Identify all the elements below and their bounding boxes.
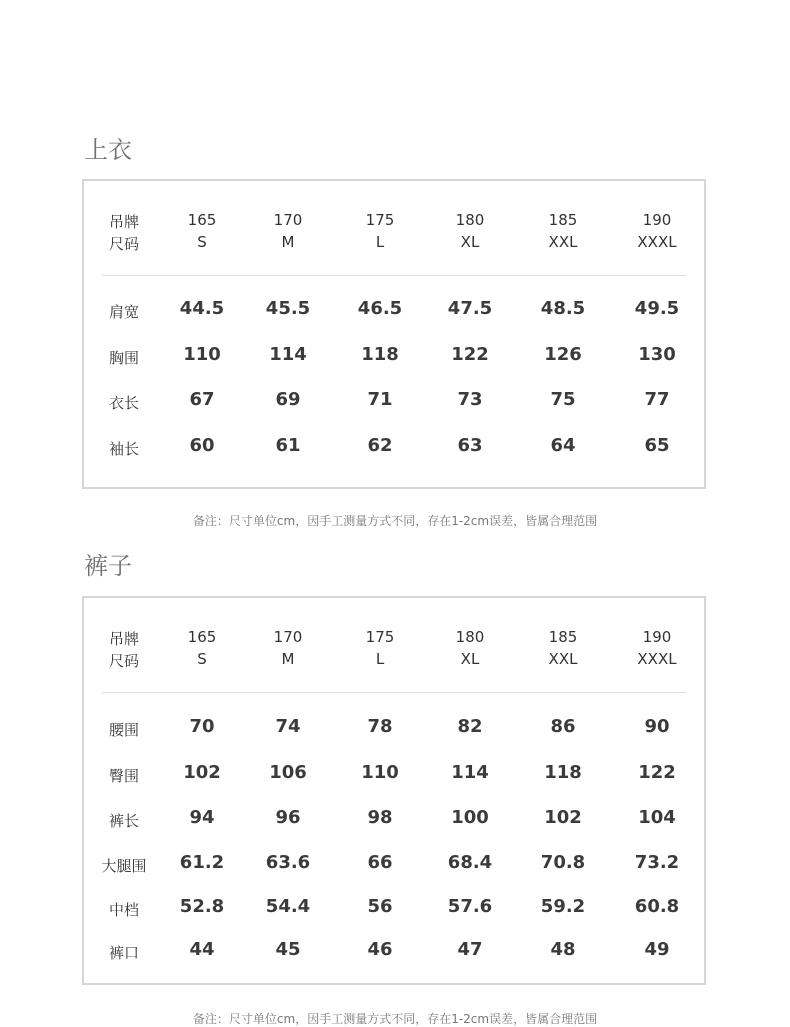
size-number: 180 <box>455 211 485 229</box>
size-code: S <box>197 233 207 251</box>
measurement-value: 57.6 <box>447 896 493 917</box>
measurement-value: 110 <box>361 762 399 783</box>
measurement-value: 45.5 <box>265 298 311 319</box>
measurement-value: 74 <box>275 716 301 737</box>
size-column-header <box>637 626 676 670</box>
size-number: 170 <box>273 211 303 229</box>
measurement-value: 94 <box>189 807 215 828</box>
measurement-value: 100 <box>451 807 489 828</box>
size-column-header <box>549 209 578 253</box>
size-column-header <box>188 626 217 670</box>
size-number: 185 <box>548 628 578 646</box>
measurement-value: 44.5 <box>179 298 225 319</box>
header-label <box>109 211 139 255</box>
size-code: XXXL <box>637 233 677 251</box>
size-code: S <box>197 650 207 668</box>
size-column-header <box>274 626 303 670</box>
measurement-value: 126 <box>544 344 582 365</box>
measurement-value: 114 <box>269 344 307 365</box>
header-label-line1: 吊牌 <box>108 630 140 648</box>
size-column-header <box>637 209 676 253</box>
header-divider <box>102 692 686 693</box>
row-label: 衣长 <box>108 394 140 412</box>
size-code: XXL <box>548 650 578 668</box>
size-code: L <box>375 650 385 668</box>
size-code: XXL <box>548 233 578 251</box>
size-column-header <box>456 626 485 670</box>
measurement-value: 65 <box>644 435 670 456</box>
measurement-value: 48.5 <box>540 298 586 319</box>
measurement-value: 44 <box>189 939 215 960</box>
measurement-value: 60 <box>189 435 215 456</box>
measurement-value: 104 <box>638 807 676 828</box>
tops-title: 上衣 <box>84 136 132 164</box>
measurement-value: 82 <box>457 716 483 737</box>
size-number: 175 <box>365 628 395 646</box>
measurement-value: 63 <box>457 435 483 456</box>
size-number: 165 <box>187 628 217 646</box>
measurement-value: 78 <box>367 716 393 737</box>
row-label: 袖长 <box>108 440 140 458</box>
measurement-value: 66 <box>367 852 393 873</box>
row-label: 裤长 <box>108 812 140 830</box>
size-code: M <box>281 233 295 251</box>
header-label-line2: 尺码 <box>108 652 140 670</box>
measurement-value: 49.5 <box>634 298 680 319</box>
measurement-value: 90 <box>644 716 670 737</box>
size-code: M <box>281 650 295 668</box>
measurement-value: 98 <box>367 807 393 828</box>
size-code: L <box>375 233 385 251</box>
measurement-value: 70.8 <box>540 852 586 873</box>
measurement-value: 130 <box>638 344 676 365</box>
header-divider <box>102 275 686 276</box>
measurement-value: 86 <box>550 716 576 737</box>
size-column-header <box>456 209 485 253</box>
size-number: 190 <box>642 628 672 646</box>
measurement-value: 106 <box>269 762 307 783</box>
tops-size-table <box>82 179 706 489</box>
measurement-value: 47 <box>457 939 483 960</box>
tops-note: 备注：尺寸单位cm，因手工测量方式不同，存在1-2cm误差，皆属合理范围 <box>192 514 598 528</box>
row-label: 大腿围 <box>101 857 147 875</box>
pants-size-table <box>82 596 706 985</box>
measurement-value: 118 <box>544 762 582 783</box>
measurement-value: 62 <box>367 435 393 456</box>
measurement-value: 54.4 <box>265 896 311 917</box>
measurement-value: 60.8 <box>634 896 680 917</box>
measurement-value: 46 <box>367 939 393 960</box>
measurement-value: 71 <box>367 389 393 410</box>
measurement-value: 46.5 <box>357 298 403 319</box>
measurement-value: 118 <box>361 344 399 365</box>
header-label-line2: 尺码 <box>108 235 140 253</box>
row-label: 肩宽 <box>108 303 140 321</box>
measurement-value: 102 <box>183 762 221 783</box>
size-number: 165 <box>187 211 217 229</box>
size-number: 190 <box>642 211 672 229</box>
size-column-header <box>549 626 578 670</box>
measurement-value: 49 <box>644 939 670 960</box>
row-label: 中档 <box>108 901 140 919</box>
header-label <box>109 628 139 672</box>
measurement-value: 75 <box>550 389 576 410</box>
pants-note: 备注：尺寸单位cm，因手工测量方式不同，存在1-2cm误差，皆属合理范围 <box>192 1012 598 1026</box>
size-code: XXXL <box>637 650 677 668</box>
header-label-line1: 吊牌 <box>108 213 140 231</box>
pants-title: 裤子 <box>84 552 132 580</box>
size-column-header <box>188 209 217 253</box>
measurement-value: 114 <box>451 762 489 783</box>
measurement-value: 68.4 <box>447 852 493 873</box>
measurement-value: 77 <box>644 389 670 410</box>
measurement-value: 73 <box>457 389 483 410</box>
measurement-value: 102 <box>544 807 582 828</box>
size-number: 170 <box>273 628 303 646</box>
measurement-value: 48 <box>550 939 576 960</box>
measurement-value: 64 <box>550 435 576 456</box>
measurement-value: 73.2 <box>634 852 680 873</box>
row-label: 胸围 <box>108 349 140 367</box>
measurement-value: 67 <box>189 389 215 410</box>
size-number: 175 <box>365 211 395 229</box>
row-label: 裤口 <box>108 944 140 962</box>
size-number: 180 <box>455 628 485 646</box>
row-label: 腰围 <box>108 721 140 739</box>
size-code: XL <box>460 650 480 668</box>
measurement-value: 52.8 <box>179 896 225 917</box>
measurement-value: 63.6 <box>265 852 311 873</box>
measurement-value: 110 <box>183 344 221 365</box>
measurement-value: 122 <box>638 762 676 783</box>
measurement-value: 59.2 <box>540 896 586 917</box>
measurement-value: 69 <box>275 389 301 410</box>
size-number: 185 <box>548 211 578 229</box>
size-column-header <box>366 209 395 253</box>
size-column-header <box>366 626 395 670</box>
row-label: 臀围 <box>108 767 140 785</box>
measurement-value: 45 <box>275 939 301 960</box>
measurement-value: 56 <box>367 896 393 917</box>
measurement-value: 61 <box>275 435 301 456</box>
measurement-value: 96 <box>275 807 301 828</box>
size-code: XL <box>460 233 480 251</box>
measurement-value: 122 <box>451 344 489 365</box>
measurement-value: 47.5 <box>447 298 493 319</box>
size-column-header <box>274 209 303 253</box>
measurement-value: 61.2 <box>179 852 225 873</box>
measurement-value: 70 <box>189 716 215 737</box>
